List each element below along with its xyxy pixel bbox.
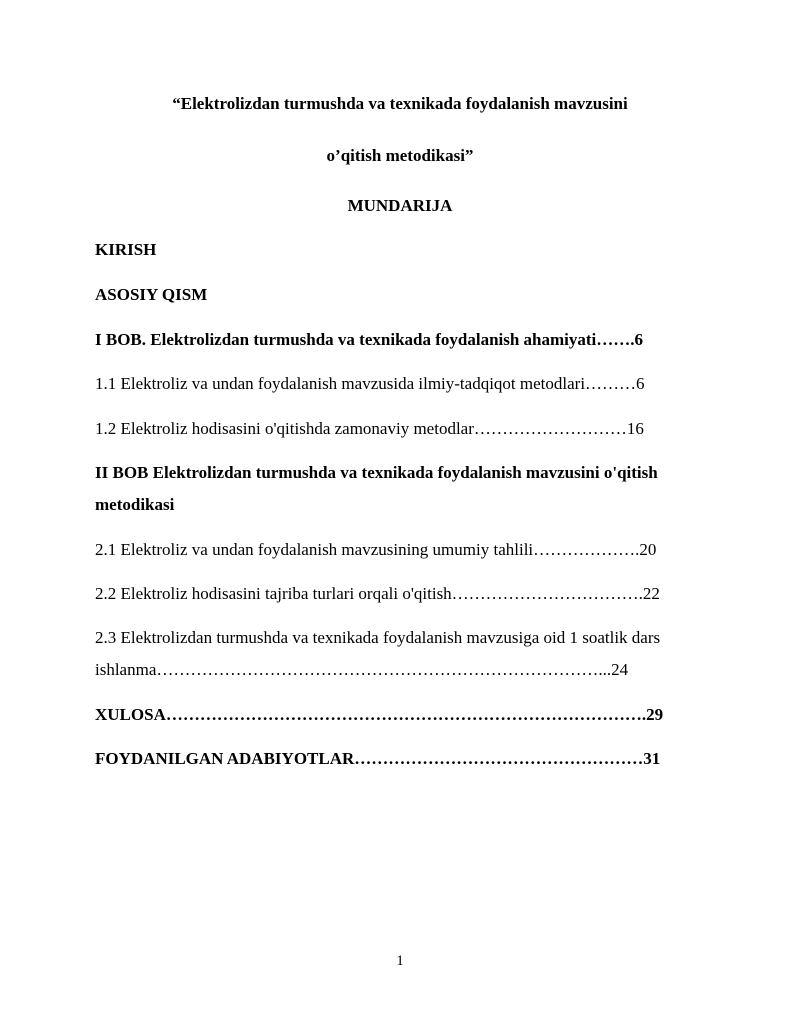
- toc-kirish: KIRISH: [95, 240, 157, 259]
- document-title-line-1: “Elektrolizdan turmushda va texnikada foydalanish mavzusini: [172, 94, 628, 113]
- toc-adabiyotlar: FOYDANILGAN ADABIYOTLAR……………………………………………31: [95, 749, 661, 768]
- toc-item-1-2: 1.2 Elektroliz hodisasini o'qitishda zamonaviy metodlar………………………16: [95, 419, 644, 438]
- toc-asosiy-qism: ASOSIY QISM: [95, 285, 208, 304]
- toc-item-1-1: 1.1 Elektroliz va undan foydalanish mavzusida ilmiy-tadqiqot metodlari………6: [95, 374, 645, 393]
- toc-item-2-1: 2.1 Elektroliz va undan foydalanish mavzusining umumiy tahlili……………….20: [95, 540, 657, 559]
- toc-chapter-2-line-1: II BOB Elektrolizdan turmushda va texnikada foydalanish mavzusini o'qitish: [95, 463, 658, 482]
- document-title-line-2: o’qitish metodikasi”: [326, 146, 474, 165]
- toc-chapter-2-line-2: metodikasi: [95, 495, 175, 514]
- toc-item-2-3-line-1: 2.3 Elektrolizdan turmushda va texnikada foydalanish mavzusiga oid 1 soatlik dars: [95, 628, 661, 647]
- page-number: 1: [396, 953, 404, 969]
- toc-xulosa: XULOSA………………………………………………………………………….29: [95, 705, 664, 724]
- toc-heading: MUNDARIJA: [347, 196, 453, 215]
- toc-chapter-1: I BOB. Elektrolizdan turmushda va texnikada foydalanish ahamiyati…….6: [95, 330, 644, 349]
- toc-item-2-2: 2.2 Elektroliz hodisasini tajriba turlari orqali o'qitish…………………………….22: [95, 584, 660, 603]
- toc-item-2-3-line-2: ishlanma……………………………………………………………………...24: [95, 660, 629, 679]
